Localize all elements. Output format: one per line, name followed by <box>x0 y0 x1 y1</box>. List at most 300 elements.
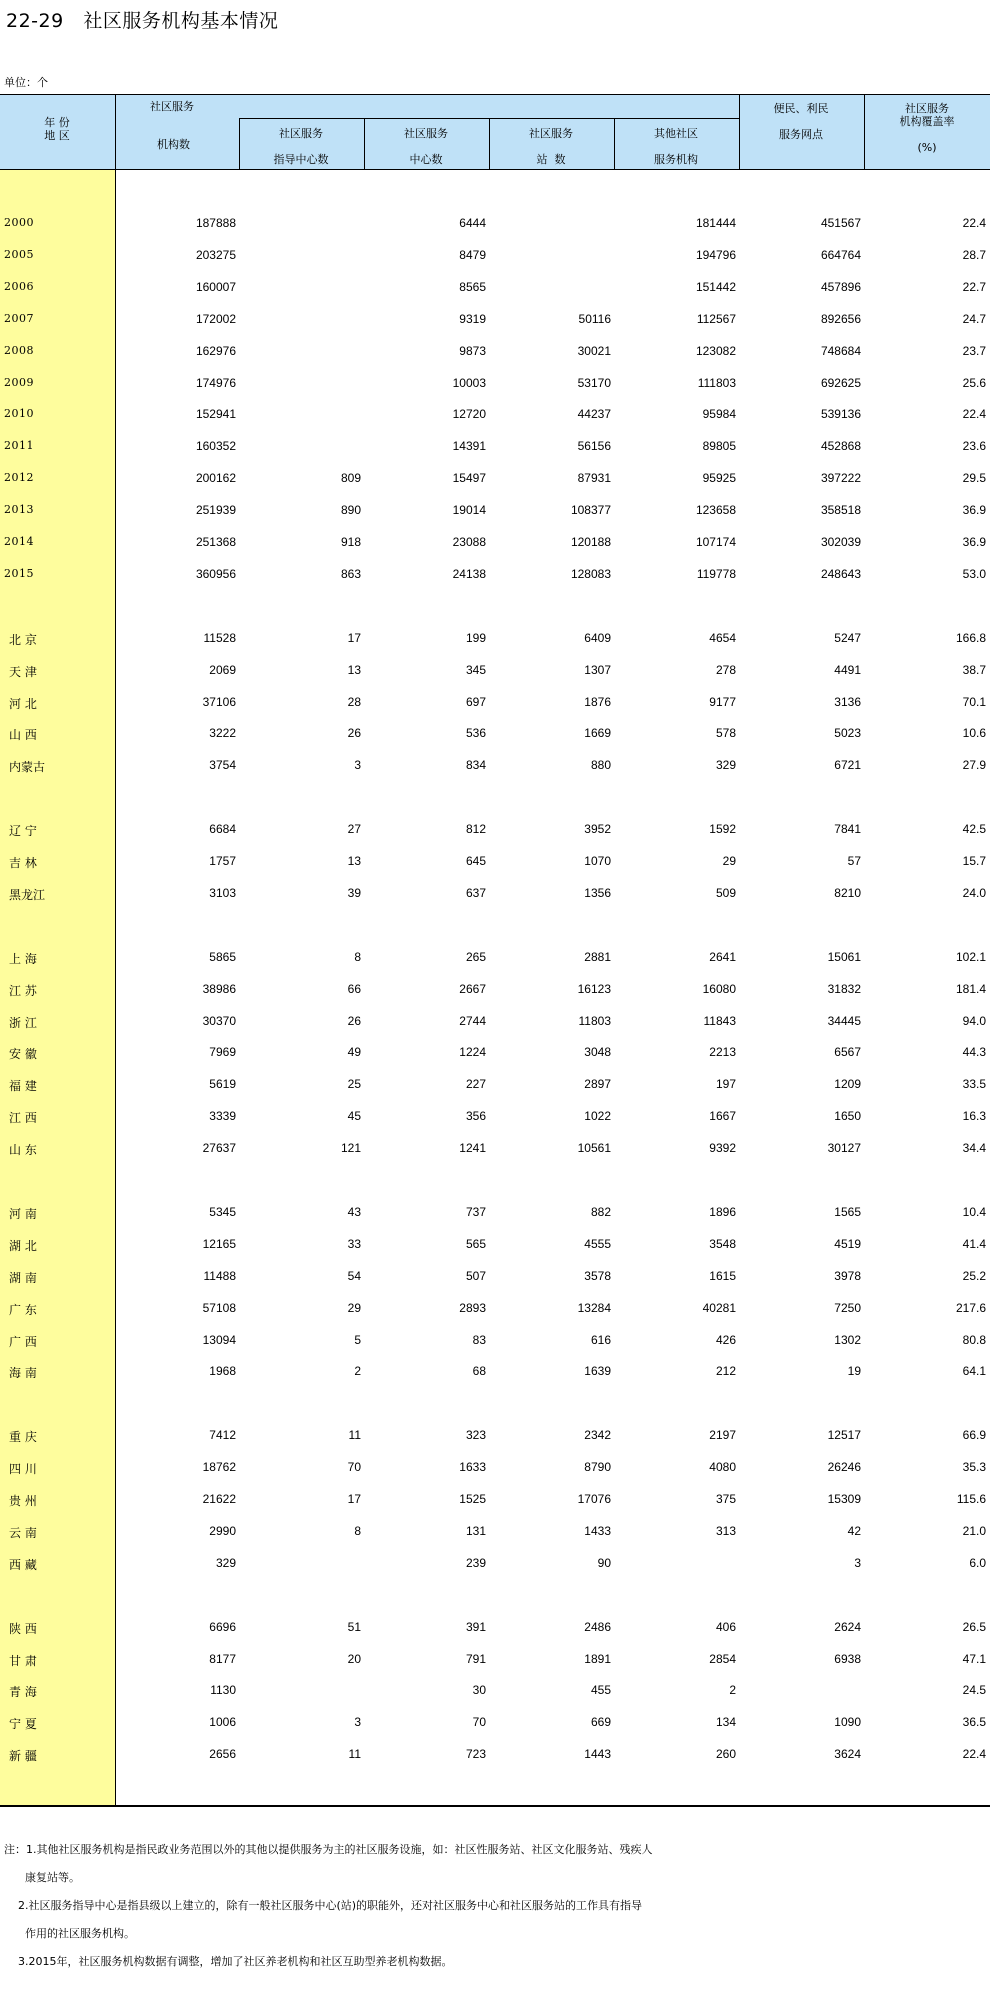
table-cell: 578 <box>715 726 736 741</box>
table-cell: 28.7 <box>962 247 986 262</box>
table-cell: 6938 <box>834 1651 861 1666</box>
table-cell: 128083 <box>570 566 611 581</box>
year-label: 2010 <box>4 407 34 421</box>
region-label: 山 西 <box>9 728 37 743</box>
table-cell: 2744 <box>459 1013 486 1028</box>
table-cell: 863 <box>340 566 361 581</box>
col-divider <box>489 118 490 170</box>
table-cell: 1307 <box>584 662 611 677</box>
table-bottom-border <box>0 1805 990 1807</box>
table-cell: 120188 <box>570 535 611 549</box>
table-cell: 10.4 <box>962 1204 986 1219</box>
table-cell: 1209 <box>834 1077 861 1092</box>
table-cell: 21.0 <box>962 1523 986 1538</box>
year-label: 2015 <box>4 566 34 580</box>
year-label: 2012 <box>4 471 34 485</box>
table-cell: 70 <box>347 1460 361 1475</box>
table-cell: 890 <box>340 503 361 518</box>
table-cell: 1896 <box>709 1204 736 1219</box>
table-cell: 45 <box>347 1109 361 1124</box>
region-label: 内蒙古 <box>9 760 46 775</box>
table-cell: 83 <box>472 1332 486 1347</box>
table-cell: 30021 <box>577 343 611 358</box>
header-service-stations: 社区服务 站 数 <box>529 127 573 166</box>
table-cell: 15309 <box>827 1492 861 1506</box>
table-cell: 22.7 <box>962 279 986 294</box>
table-cell: 9177 <box>709 694 736 709</box>
table-cell: 5345 <box>209 1204 236 1219</box>
table-cell: 1757 <box>209 854 236 868</box>
region-row <box>0 1490 990 1508</box>
region-label: 山 东 <box>9 1143 37 1158</box>
region-label: 浙 江 <box>9 1015 37 1030</box>
year-row <box>0 405 990 423</box>
region-label: 江 苏 <box>9 983 37 998</box>
year-row <box>0 310 990 328</box>
table-cell: 323 <box>465 1428 486 1443</box>
table-cell: 8210 <box>834 885 861 900</box>
table-cell: 152941 <box>195 407 236 422</box>
table-cell: 1070 <box>584 854 611 868</box>
table-cell: 89805 <box>702 439 736 454</box>
region-row <box>0 1107 990 1125</box>
year-row <box>0 374 990 392</box>
header-guidance-centers: 社区服务 指导中心数 <box>273 127 329 166</box>
year-label: 2013 <box>4 503 34 517</box>
table-cell: 9873 <box>459 343 486 358</box>
table-cell: 66 <box>347 981 361 996</box>
table-cell: 457896 <box>820 279 861 294</box>
table-cell: 1090 <box>834 1715 861 1730</box>
region-label: 贵 州 <box>9 1494 37 1508</box>
table-cell: 1592 <box>709 822 736 837</box>
header-convenience-outlets: 便民、利民 服务网点 <box>773 102 829 141</box>
table-cell: 12165 <box>202 1236 236 1251</box>
table-cell: 645 <box>465 854 486 868</box>
table-cell: 19 <box>847 1364 861 1379</box>
table-cell: 51 <box>347 1619 361 1634</box>
table-cell: 892656 <box>820 311 861 326</box>
table-cell: 2854 <box>709 1651 736 1666</box>
year-label: 2011 <box>4 439 34 453</box>
table-cell: 8177 <box>209 1651 236 1666</box>
table-cell: 3 <box>354 758 361 773</box>
table-cell: 3624 <box>834 1747 861 1762</box>
table-cell: 637 <box>465 885 486 900</box>
year-row <box>0 533 990 551</box>
table-cell: 29 <box>347 1300 361 1315</box>
table-cell: 1433 <box>584 1523 611 1538</box>
table-cell: 6684 <box>209 822 236 837</box>
table-cell: 30127 <box>827 1141 861 1156</box>
table-cell: 455 <box>590 1683 611 1698</box>
table-cell: 880 <box>590 758 611 773</box>
table-cell: 20 <box>347 1651 361 1666</box>
table-cell: 25.6 <box>962 375 986 390</box>
region-row <box>0 1331 990 1349</box>
region-row <box>0 693 990 711</box>
table-cell: 2213 <box>709 1045 736 1060</box>
table-cell: 452868 <box>820 439 861 454</box>
table-cell: 26 <box>347 726 361 741</box>
table-cell: 36.9 <box>962 503 986 518</box>
table-cell: 35.3 <box>962 1460 986 1475</box>
table-cell: 4491 <box>834 662 861 677</box>
table-cell: 8479 <box>459 247 486 262</box>
table-cell: 1639 <box>584 1364 611 1379</box>
table-cell: 166.8 <box>955 630 986 645</box>
table-cell: 11843 <box>703 1013 736 1028</box>
table-cell: 131 <box>465 1523 486 1538</box>
subheader-divider <box>239 118 739 119</box>
header-year-region: 年 份 地 区 <box>44 116 70 142</box>
table-cell: 2897 <box>584 1077 611 1092</box>
table-cell: 391 <box>465 1619 486 1634</box>
table-cell: 27.9 <box>962 758 986 773</box>
year-label: 2000 <box>4 216 34 229</box>
table-cell: 25.2 <box>962 1268 986 1283</box>
table-cell: 3103 <box>209 885 236 900</box>
region-row <box>0 884 990 902</box>
table-cell: 22.4 <box>962 407 986 422</box>
table-cell: 882 <box>590 1204 611 1219</box>
table-cell: 27637 <box>202 1141 236 1156</box>
region-row <box>0 724 990 742</box>
table-cell: 809 <box>340 471 361 486</box>
table-cell: 664764 <box>820 247 861 262</box>
table-cell: 17076 <box>577 1492 611 1506</box>
table-cell: 33.5 <box>962 1077 986 1092</box>
table-cell: 68 <box>472 1364 486 1379</box>
table-cell: 5 <box>354 1332 361 1347</box>
table-cell: 13 <box>347 854 361 868</box>
table-cell: 36.5 <box>962 1715 986 1730</box>
region-label: 湖 南 <box>9 1270 37 1285</box>
table-cell: 34.4 <box>962 1141 986 1156</box>
region-row <box>0 852 990 870</box>
table-cell: 536 <box>465 726 486 741</box>
table-cell: 313 <box>715 1523 736 1538</box>
table-cell: 3222 <box>209 726 236 741</box>
table-cell: 15497 <box>452 471 486 486</box>
table-cell: 6444 <box>459 216 486 230</box>
table-cell: 18762 <box>202 1460 236 1475</box>
table-cell: 23.6 <box>962 439 986 454</box>
table-cell: 834 <box>465 758 486 773</box>
table-cell: 37106 <box>202 694 236 709</box>
region-row <box>0 1235 990 1253</box>
region-row <box>0 820 990 838</box>
region-label: 安 徽 <box>9 1047 37 1062</box>
table-cell: 1356 <box>584 885 611 900</box>
table-cell: 23088 <box>452 535 486 549</box>
region-row <box>0 1618 990 1636</box>
table-cell: 8565 <box>459 279 486 294</box>
region-label: 福 建 <box>9 1079 37 1094</box>
table-cell: 57108 <box>202 1300 236 1315</box>
table-cell: 44.3 <box>962 1045 986 1060</box>
col-divider <box>739 94 740 170</box>
table-cell: 329 <box>715 758 736 773</box>
region-label: 海 南 <box>9 1366 37 1381</box>
table-cell: 87931 <box>577 471 611 486</box>
table-cell: 5247 <box>834 630 861 645</box>
table-cell: 406 <box>715 1619 736 1634</box>
table-cell: 260 <box>715 1747 736 1762</box>
region-label: 重 庆 <box>9 1430 37 1445</box>
region-label: 云 南 <box>9 1525 37 1540</box>
table-cell: 1876 <box>584 694 611 709</box>
region-row <box>0 980 990 998</box>
table-cell: 8 <box>354 949 361 964</box>
table-cell: 212 <box>715 1364 736 1379</box>
region-label: 黑龙江 <box>9 887 46 902</box>
table-cell: 36.9 <box>962 535 986 549</box>
region-row <box>0 629 990 647</box>
table-cell: 4555 <box>584 1236 611 1251</box>
region-row <box>0 1745 990 1763</box>
region-row <box>0 948 990 966</box>
table-cell: 90 <box>597 1555 611 1570</box>
table-cell: 108377 <box>570 503 611 518</box>
table-cell: 1891 <box>584 1651 611 1666</box>
table-cell: 1968 <box>209 1364 236 1379</box>
footnotes: 注：1.其他社区服务机构是指民政业务范围以外的其他以提供服务为主的社区服务设施，如：社区性服务站、社区文化服务站、残疾人 康复站等。 2.社区服务指导中心是指县级以上建立的，除有一般社区服务中心(站)的职能外，还对社区服务中心和社区服务站的工作具有指导 作用的社区服务机构。 3.2015年，社区服务机构数据有调整，增加了社区养老机构和社区互助型养老机构数据。 <box>4 1843 653 1968</box>
table-cell: 11 <box>348 1747 361 1762</box>
table-cell: 56156 <box>577 439 611 454</box>
region-label: 新 疆 <box>9 1749 37 1764</box>
table-cell: 4654 <box>709 630 736 645</box>
table-cell: 27 <box>347 822 361 837</box>
table-cell: 1615 <box>709 1268 736 1283</box>
table-cell: 616 <box>590 1332 611 1347</box>
header-other-institutions: 其他社区 服务机构 <box>654 127 698 166</box>
table-cell: 2641 <box>709 949 736 964</box>
year-row <box>0 342 990 360</box>
table-cell: 2656 <box>209 1747 236 1762</box>
table-cell: 748684 <box>820 343 861 358</box>
table-cell: 160352 <box>195 439 236 454</box>
table-cell: 80.8 <box>962 1332 986 1347</box>
region-row <box>0 1012 990 1030</box>
table-cell: 3048 <box>584 1045 611 1060</box>
table-cell: 197 <box>715 1077 736 1092</box>
table-cell: 6721 <box>834 758 861 773</box>
table-cell: 22.4 <box>962 216 986 230</box>
col-divider <box>364 118 365 170</box>
table-cell: 1022 <box>584 1109 611 1124</box>
region-row <box>0 1522 990 1540</box>
table-cell: 2486 <box>584 1619 611 1634</box>
table-cell: 3548 <box>709 1236 736 1251</box>
table-cell: 239 <box>465 1555 486 1570</box>
table-cell: 2197 <box>709 1428 736 1443</box>
table-cell: 227 <box>465 1077 486 1092</box>
table-cell: 26 <box>347 1013 361 1028</box>
table-cell: 151442 <box>695 279 736 294</box>
table-cell: 6.0 <box>969 1555 986 1570</box>
region-label: 四 川 <box>9 1462 37 1477</box>
region-label: 上 海 <box>9 951 37 966</box>
table-cell: 3 <box>354 1715 361 1730</box>
region-row <box>0 1681 990 1699</box>
table-cell: 217.6 <box>955 1300 986 1315</box>
table-cell: 791 <box>465 1651 486 1666</box>
year-row <box>0 278 990 296</box>
table-cell: 17 <box>347 1492 361 1506</box>
table-cell: 38.7 <box>962 662 986 677</box>
year-label: 2009 <box>4 375 34 389</box>
table-cell: 1443 <box>584 1747 611 1762</box>
table-cell: 42.5 <box>962 822 986 837</box>
table-cell: 26.5 <box>962 1619 986 1634</box>
table-cell: 160007 <box>195 279 236 294</box>
year-row <box>0 469 990 487</box>
col-divider <box>864 94 865 170</box>
region-row <box>0 1458 990 1476</box>
table-cell: 66.9 <box>962 1428 986 1443</box>
region-row <box>0 1267 990 1285</box>
region-row <box>0 1426 990 1444</box>
table-cell: 2 <box>354 1364 361 1379</box>
table-cell: 2069 <box>209 662 236 677</box>
table-cell: 345 <box>465 662 486 677</box>
table-cell: 5865 <box>209 949 236 964</box>
table-cell: 123658 <box>695 503 736 518</box>
table-cell: 123082 <box>695 343 736 358</box>
table-cell: 565 <box>465 1236 486 1251</box>
table-cell: 38986 <box>202 981 236 996</box>
table-cell: 692625 <box>820 375 861 390</box>
table-cell: 7250 <box>834 1300 861 1315</box>
table-cell: 329 <box>215 1555 236 1570</box>
year-label: 2008 <box>4 343 34 357</box>
table-cell: 7412 <box>209 1428 236 1443</box>
year-row <box>0 246 990 264</box>
table-cell: 3578 <box>584 1268 611 1283</box>
table-cell: 1525 <box>459 1492 486 1506</box>
table-cell: 42 <box>847 1523 861 1538</box>
table-cell: 918 <box>340 535 361 549</box>
table-cell: 507 <box>465 1268 486 1283</box>
table-cell: 44237 <box>577 407 611 422</box>
table-cell: 1667 <box>709 1109 736 1124</box>
table-cell: 199 <box>465 630 486 645</box>
table-cell: 19014 <box>452 503 486 518</box>
year-row <box>0 565 990 583</box>
table-cell: 375 <box>715 1492 736 1506</box>
table-cell: 70 <box>472 1715 486 1730</box>
table-cell: 2 <box>729 1683 736 1698</box>
table-cell: 102.1 <box>955 949 986 964</box>
table-cell: 64.1 <box>962 1364 986 1379</box>
region-label: 河 南 <box>9 1206 37 1221</box>
table-cell: 23.7 <box>962 343 986 358</box>
table-cell: 509 <box>715 885 736 900</box>
table-cell: 697 <box>465 694 486 709</box>
table-cell: 24.0 <box>962 885 986 900</box>
table-cell: 10003 <box>452 375 486 390</box>
table-cell: 2342 <box>584 1428 611 1443</box>
table-cell: 358518 <box>820 503 861 518</box>
unit-label: 单位：个 <box>4 76 48 89</box>
region-label: 河 北 <box>9 696 37 711</box>
table-cell: 11528 <box>203 630 236 645</box>
table-cell: 251368 <box>195 535 236 549</box>
region-row <box>0 1139 990 1157</box>
table-cell: 539136 <box>820 407 861 422</box>
region-label: 广 东 <box>9 1302 37 1317</box>
region-row <box>0 661 990 679</box>
table-cell: 3136 <box>834 694 861 709</box>
table-cell: 11488 <box>203 1268 236 1283</box>
region-label: 江 西 <box>9 1111 37 1126</box>
table-cell: 1130 <box>210 1683 236 1698</box>
table-cell: 669 <box>590 1715 611 1730</box>
table-cell: 11803 <box>578 1013 611 1028</box>
region-label: 辽 宁 <box>9 824 37 839</box>
region-row <box>0 1075 990 1093</box>
region-label: 陕 西 <box>9 1621 37 1636</box>
table-cell: 28 <box>347 694 361 709</box>
table-cell: 194796 <box>695 247 736 262</box>
table-cell: 10561 <box>577 1141 611 1156</box>
header-institutions-bottom: 机构数 <box>157 138 190 151</box>
table-cell: 53.0 <box>962 566 986 581</box>
year-label: 2005 <box>4 247 34 261</box>
table-cell: 1224 <box>459 1045 486 1060</box>
table-cell: 302039 <box>820 535 861 549</box>
table-cell: 30370 <box>202 1013 236 1028</box>
table-cell: 2990 <box>209 1523 236 1538</box>
table-cell: 70.1 <box>962 694 986 709</box>
table-cell: 24.5 <box>962 1683 986 1698</box>
table-cell: 737 <box>465 1204 486 1219</box>
table-cell: 121 <box>340 1141 361 1156</box>
year-label: 2007 <box>4 311 34 325</box>
table-cell: 812 <box>465 822 486 837</box>
region-label: 北 京 <box>9 632 37 647</box>
table-cell: 111803 <box>697 375 736 390</box>
table-cell: 1006 <box>209 1715 236 1730</box>
table-cell: 15061 <box>827 949 861 964</box>
table-cell: 356 <box>465 1109 486 1124</box>
table-cell: 2667 <box>459 981 486 996</box>
table-cell: 3754 <box>209 758 236 773</box>
region-label: 湖 北 <box>9 1238 37 1253</box>
region-row <box>0 1299 990 1317</box>
table-cell: 1669 <box>584 726 611 741</box>
table-cell: 14391 <box>452 439 486 454</box>
col-divider <box>239 118 240 170</box>
region-row <box>0 756 990 774</box>
table-cell: 2624 <box>834 1619 861 1634</box>
table-cell: 15.7 <box>962 854 986 868</box>
year-label: 2006 <box>4 279 34 293</box>
table-cell: 5023 <box>834 726 861 741</box>
table-cell: 1633 <box>459 1460 486 1475</box>
table-cell: 11 <box>348 1428 361 1443</box>
table-cell: 8790 <box>584 1460 611 1475</box>
table-cell: 265 <box>465 949 486 964</box>
region-label: 甘 肃 <box>9 1653 37 1668</box>
table-cell: 95984 <box>702 407 736 422</box>
table-cell: 426 <box>715 1332 736 1347</box>
table-cell: 4519 <box>834 1236 861 1251</box>
table-cell: 134 <box>715 1715 736 1730</box>
table-cell: 29.5 <box>962 471 986 486</box>
header-coverage-rate: 社区服务 机构覆盖率 (%) <box>899 102 955 154</box>
